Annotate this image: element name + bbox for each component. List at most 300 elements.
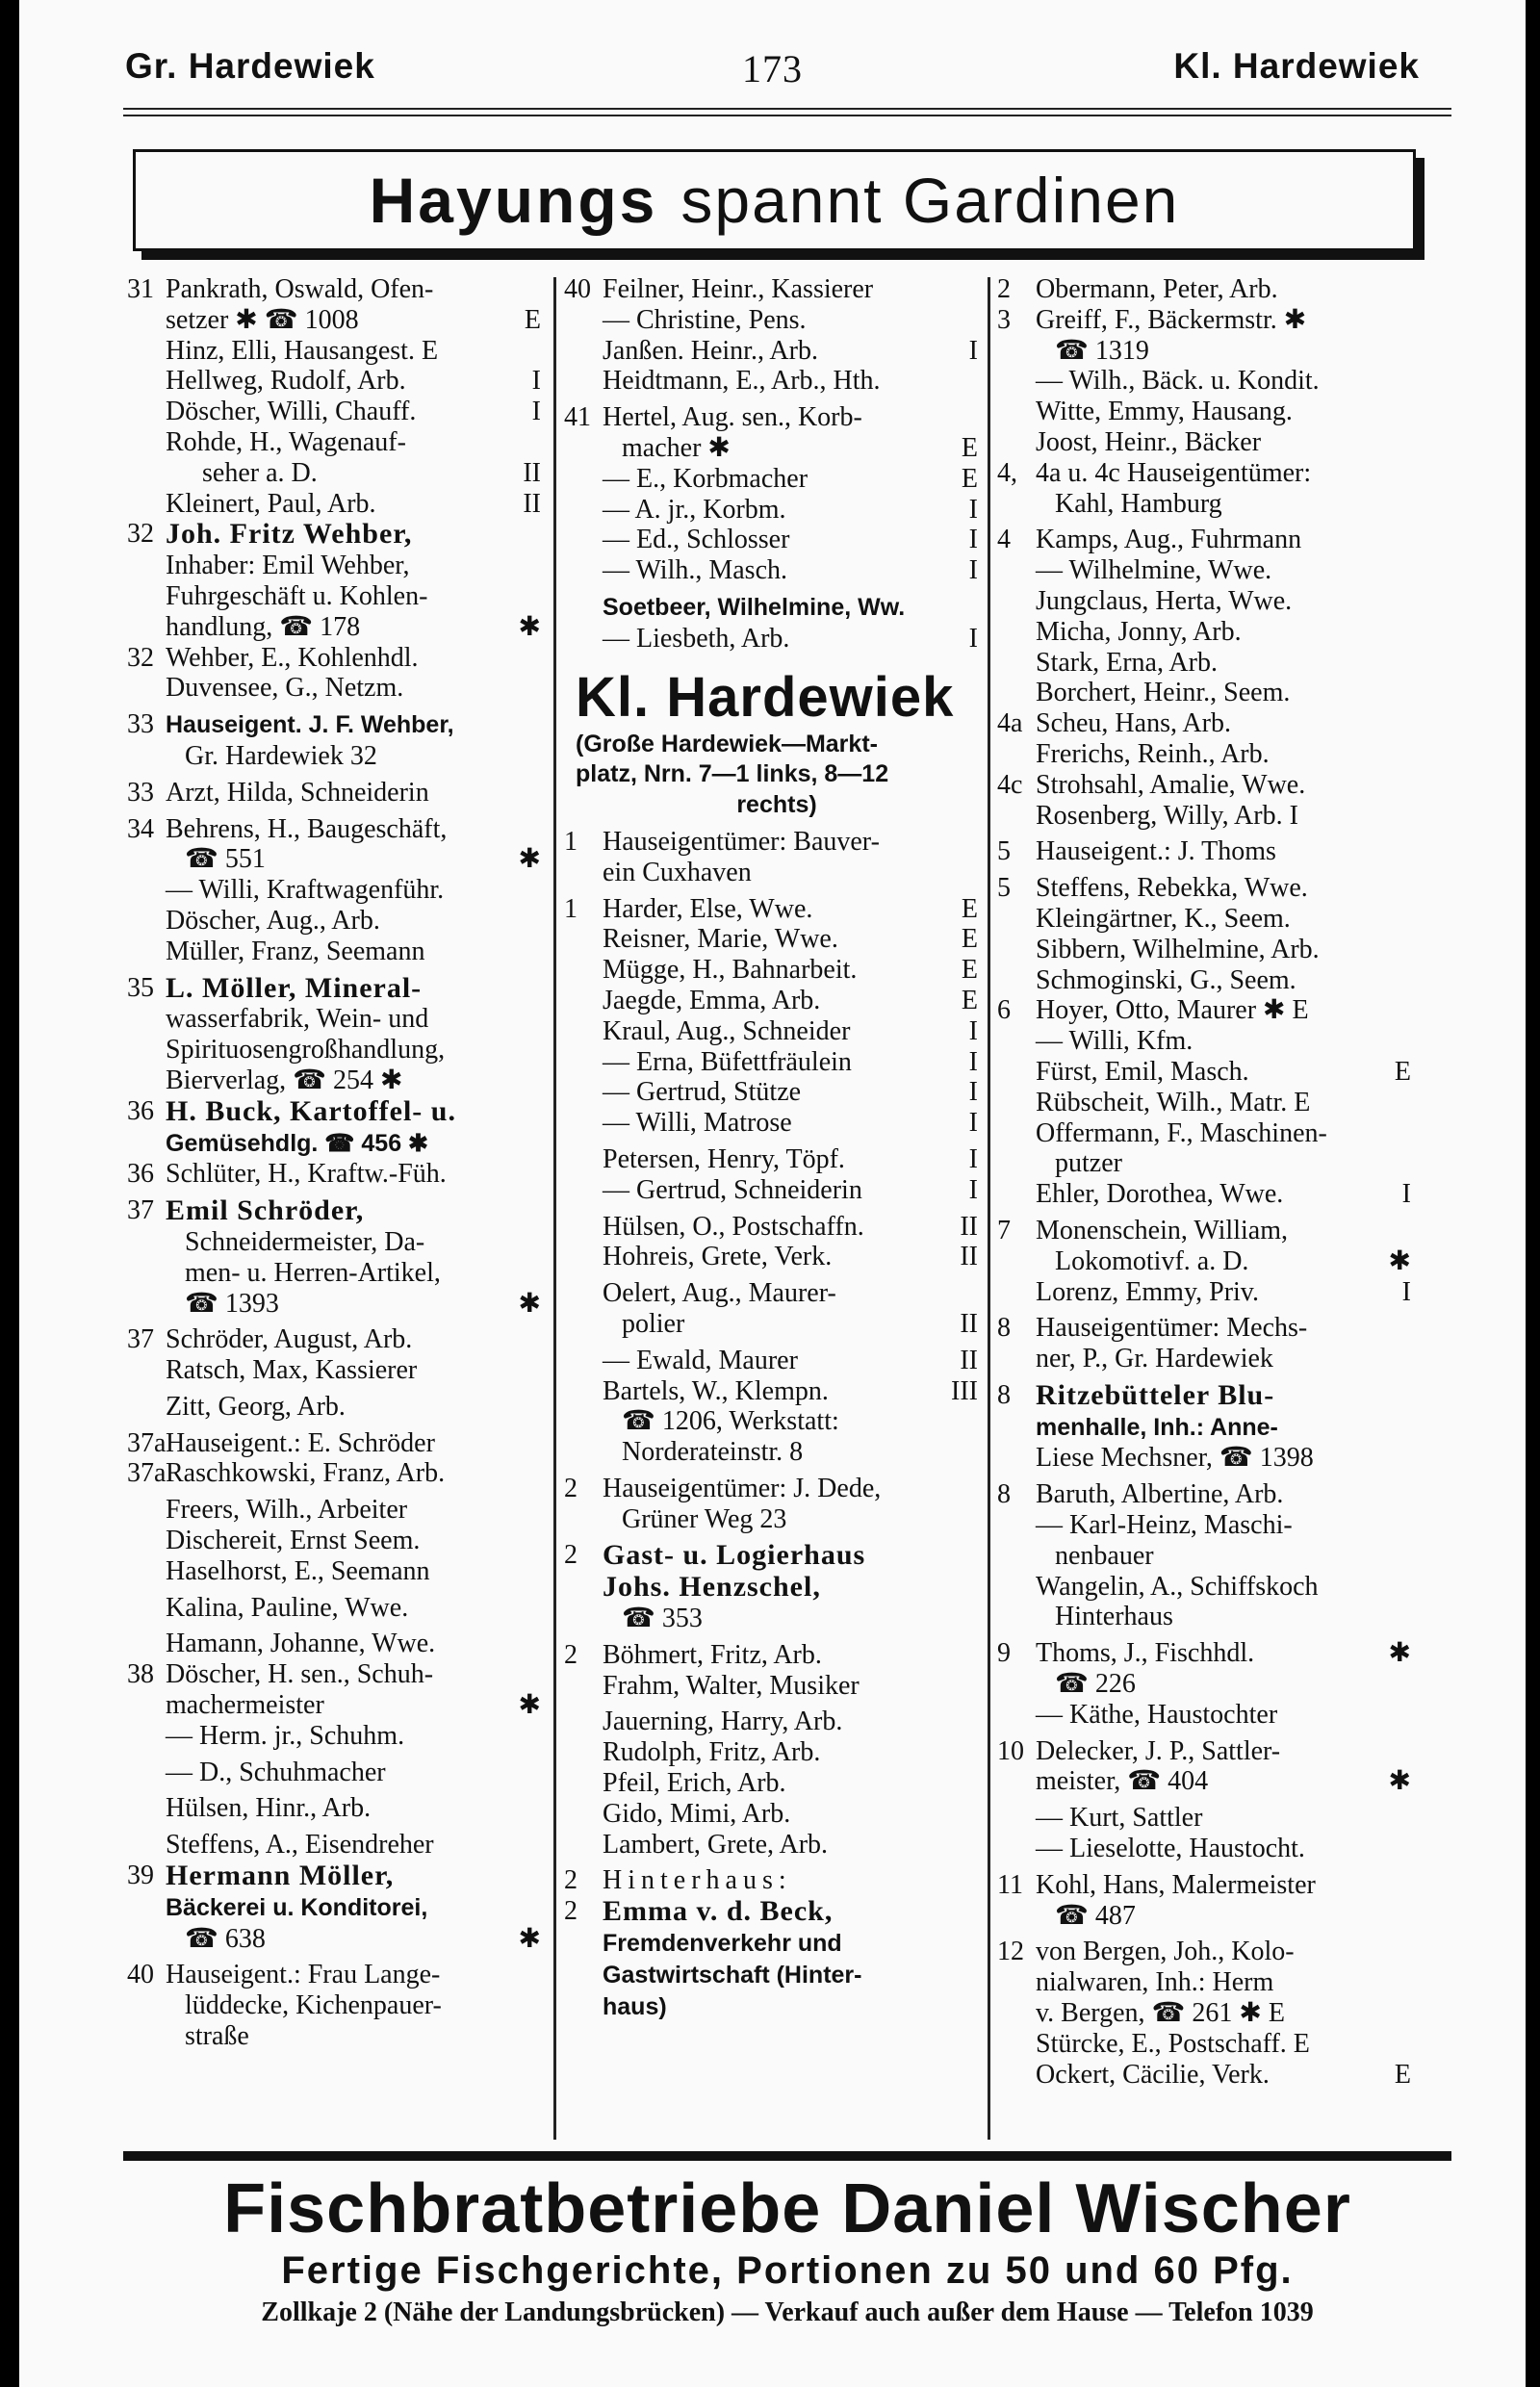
entry-text: — Lieselotte, Haustocht. — [1036, 1834, 1305, 1864]
entry-text: nenbauer — [1055, 1540, 1154, 1571]
house-number: 4a — [997, 708, 1023, 739]
entry-text: — Karl-Heinz, Maschi- — [1036, 1510, 1293, 1541]
directory-entry — [997, 1412, 1411, 1444]
entry-text: Schröder, August, Arb. — [166, 1324, 413, 1355]
directory-entry — [127, 844, 541, 875]
directory-entry — [564, 1474, 978, 1504]
entry-text: Hauseigentümer: J. Dede, — [603, 1473, 882, 1503]
directory-entry — [997, 427, 1411, 458]
directory-entry — [127, 1495, 541, 1526]
entry-text: Mügge, H., Bahnarbeit. — [603, 955, 858, 986]
entry-text: haus) — [603, 1992, 667, 2020]
entry-text: — Christine, Pens. — [603, 304, 807, 335]
entry-text: Emil Schröder, — [166, 1194, 365, 1227]
directory-entry — [997, 1669, 1411, 1700]
entry-text: v. Bergen, ☎ 261 ✱ E — [1036, 1998, 1285, 2029]
entry-text: Wangelin, A., Schiffskoch — [1036, 1571, 1319, 1602]
floor-marker: I — [968, 1108, 978, 1139]
directory-entry — [127, 1096, 541, 1128]
house-number: 33 — [127, 777, 154, 808]
entry-text: Thoms, J., Fischhdl. — [1036, 1638, 1255, 1669]
entry-text: Rohde, H., Wagenauf- — [166, 426, 406, 457]
section-subtitle-line-2: platz, Nrn. 7—1 links, 8—12 — [576, 760, 889, 788]
directory-entry — [127, 1690, 541, 1721]
entry-text: Baruth, Albertine, Arb. — [1036, 1479, 1284, 1510]
directory-entry — [997, 678, 1411, 708]
directory-entry — [127, 1830, 541, 1861]
directory-entry — [997, 1148, 1411, 1179]
house-number: 35 — [127, 972, 154, 1003]
directory-entry — [564, 1144, 978, 1175]
entry-text: seher a. D. — [202, 457, 318, 488]
ad-title: Fischbratbetriebe Daniel Wischer — [223, 2170, 1351, 2247]
entry-text: Döscher, Willi, Chauff. — [166, 397, 417, 427]
directory-entry — [564, 1991, 978, 2023]
directory-entry — [564, 274, 978, 305]
entry-text: Kleinert, Paul, Arb. — [166, 488, 376, 519]
entry-text: Böhmert, Fritz, Arb. — [603, 1639, 822, 1670]
directory-page — [19, 0, 1526, 2387]
entry-text: Freers, Wilh., Arbeiter — [166, 1495, 408, 1526]
directory-entry — [997, 1118, 1411, 1149]
directory-entry — [997, 1088, 1411, 1118]
entry-text: Offermann, F., Maschinen- — [1036, 1117, 1327, 1148]
directory-entry — [564, 1671, 978, 1702]
entry-text: Haselhorst, E., Seemann — [166, 1555, 430, 1586]
directory-entry — [564, 1799, 978, 1830]
house-number: 37a — [127, 1427, 167, 1458]
entry-text: Joost, Heinr., Bäcker — [1036, 426, 1262, 457]
entry-text: Hauseigentümer: Mechs- — [1036, 1313, 1308, 1344]
floor-marker: I — [968, 1046, 978, 1077]
entry-text: — Kurt, Sattler — [1036, 1803, 1203, 1834]
floor-marker: ✱ — [1388, 1638, 1411, 1669]
directory-entry — [997, 1344, 1411, 1374]
entry-text: — D., Schuhmacher — [166, 1757, 386, 1787]
entry-text: Zitt, Georg, Arb. — [166, 1391, 346, 1422]
house-number: 4 — [997, 525, 1011, 555]
house-number: 8 — [997, 1379, 1011, 1410]
house-number: 4, — [997, 457, 1017, 488]
entry-text: Borchert, Heinr., Seem. — [1036, 678, 1291, 708]
column-1 — [127, 274, 541, 2052]
directory-entry — [127, 709, 541, 741]
entry-text: Schlüter, H., Kraftw.-Füh. — [166, 1159, 447, 1190]
entry-text: ☎ 638 — [185, 1923, 266, 1954]
entry-text: Ehler, Dorothea, Wwe. — [1036, 1179, 1284, 1210]
directory-entry — [997, 1380, 1411, 1412]
directory-entry — [564, 1077, 978, 1108]
floor-marker: E — [961, 924, 978, 955]
directory-entry — [564, 1242, 978, 1272]
directory-entry — [564, 1108, 978, 1139]
directory-entry — [127, 875, 541, 906]
entry-text: Ratsch, Max, Kassierer — [166, 1355, 418, 1386]
directory-entry — [997, 1766, 1411, 1797]
entry-text: Kleingärtner, K., Seem. — [1036, 903, 1291, 934]
entry-text: Hülsen, O., Postschaffn. — [603, 1211, 864, 1242]
directory-entry — [127, 814, 541, 845]
directory-entry — [127, 1793, 541, 1824]
directory-entry — [127, 458, 541, 489]
directory-entry — [127, 1721, 541, 1752]
directory-entry — [564, 1406, 978, 1437]
directory-entry — [127, 1428, 541, 1459]
house-number: 9 — [997, 1638, 1011, 1669]
entry-text: Rosenberg, Willy, Arb. I — [1036, 800, 1298, 831]
directory-entry — [997, 305, 1411, 336]
entry-text: Fuhrgeschäft u. Kohlen- — [166, 580, 428, 611]
floor-marker: I — [968, 335, 978, 366]
directory-entry — [997, 904, 1411, 935]
entry-text: L. Möller, Mineral- — [166, 971, 423, 1004]
floor-marker: E — [961, 955, 978, 986]
entry-text: Bierverlag, ☎ 254 ✱ — [166, 1065, 403, 1095]
entry-text: Hinterhaus — [1055, 1602, 1173, 1632]
entry-text: ☎ 1319 — [1055, 335, 1149, 366]
directory-entry — [127, 778, 541, 808]
directory-entry — [564, 1212, 978, 1243]
banner-ad-hayungs — [133, 149, 1416, 251]
entry-text: Hohreis, Grete, Verk. — [603, 1242, 833, 1272]
column-2-entries-kl-hardewiek — [564, 827, 978, 2022]
floor-marker: I — [968, 1143, 978, 1174]
directory-entry — [564, 1640, 978, 1671]
entry-text: Witte, Emmy, Hausang. — [1036, 397, 1293, 427]
directory-entry — [997, 873, 1411, 904]
directory-entry — [127, 937, 541, 967]
entry-text: Lokomotivf. a. D. — [1055, 1245, 1249, 1276]
entry-text: Scheu, Hans, Arb. — [1036, 708, 1231, 739]
directory-entry — [127, 1861, 541, 1892]
house-number: 10 — [997, 1735, 1024, 1766]
directory-entry — [997, 739, 1411, 770]
column-divider-2 — [988, 277, 990, 2140]
house-number: 8 — [997, 1313, 1011, 1344]
directory-entry — [564, 1376, 978, 1407]
directory-entry — [127, 1960, 541, 1990]
entry-text: Hauseigent.: J. Thoms — [1036, 836, 1276, 867]
entry-text: Hermann Möller, — [166, 1860, 395, 1892]
entry-text: polier — [622, 1308, 685, 1339]
directory-entry — [564, 1707, 978, 1737]
entry-text: Frahm, Walter, Musiker — [603, 1670, 860, 1701]
directory-entry — [997, 336, 1411, 367]
entry-text: Hellweg, Rudolf, Arb. — [166, 366, 406, 397]
house-number: 41 — [564, 402, 591, 433]
entry-text: putzer — [1055, 1148, 1122, 1179]
house-number: 2 — [564, 1865, 578, 1896]
directory-entry — [564, 366, 978, 397]
entry-text: — Willi, Kfm. — [1036, 1026, 1194, 1057]
entry-text: Fremdenverkehr und — [603, 1930, 842, 1958]
entry-text: Hertel, Aug. sen., Korb- — [603, 402, 862, 433]
floor-marker: ✱ — [1388, 1245, 1411, 1276]
directory-entry — [564, 433, 978, 464]
entry-text: Schmoginski, G., Seem. — [1036, 964, 1296, 995]
directory-entry — [127, 1629, 541, 1659]
entry-text: macher ✱ — [622, 432, 731, 463]
house-number: 34 — [127, 813, 154, 844]
directory-entry — [127, 1659, 541, 1690]
floor-marker: I — [968, 1015, 978, 1046]
directory-entry — [997, 965, 1411, 996]
entry-text: Norderateinstr. 8 — [622, 1437, 804, 1468]
header-rule-top — [123, 108, 1451, 110]
entry-text: Hinz, Elli, Hausangest. E — [166, 335, 439, 366]
directory-entry — [997, 935, 1411, 965]
entry-text: handlung, ☎ 178 — [166, 611, 361, 642]
entry-text: Kahl, Hamburg — [1055, 488, 1222, 519]
entry-text: Inhaber: Emil Wehber, — [166, 551, 410, 581]
entry-text: Oelert, Aug., Maurer- — [603, 1278, 836, 1309]
entry-text: Jauerning, Harry, Arb. — [603, 1707, 843, 1737]
entry-text: Jungclaus, Herta, Wwe. — [1036, 585, 1293, 616]
entry-text: Gr. Hardewiek 32 — [185, 740, 377, 771]
directory-entry — [564, 1572, 978, 1604]
directory-entry — [564, 1346, 978, 1376]
entry-text: Behrens, H., Baugeschäft, — [166, 813, 448, 844]
entry-text: Hinterhaus: — [603, 1865, 792, 1896]
entry-text: men- u. Herren-Artikel, — [185, 1257, 441, 1288]
column-3 — [997, 274, 1411, 2090]
entry-text: Schneidermeister, Da- — [185, 1226, 425, 1257]
directory-entry — [997, 1510, 1411, 1541]
directory-entry — [997, 1700, 1411, 1731]
entry-text: Emma v. d. Beck, — [603, 1895, 834, 1928]
entry-text: Gido, Mimi, Arb. — [603, 1798, 791, 1829]
directory-entry — [127, 1227, 541, 1258]
entry-text: Rübscheit, Wilh., Matr. E — [1036, 1087, 1311, 1117]
entry-text: Rudolph, Fritz, Arb. — [603, 1737, 821, 1768]
floor-marker: ✱ — [518, 844, 541, 875]
directory-entry — [564, 858, 978, 888]
house-number: 37 — [127, 1195, 154, 1226]
floor-marker: II — [960, 1308, 978, 1339]
entry-text: Stürcke, E., Postschaff. E — [1036, 2028, 1310, 2059]
directory-entry — [997, 1937, 1411, 1967]
floor-marker: ✱ — [518, 611, 541, 642]
entry-text: Steffens, A., Eisendreher — [166, 1830, 434, 1861]
entry-text: Petersen, Henry, Töpf. — [603, 1143, 845, 1174]
directory-entry — [564, 894, 978, 925]
entry-text: Janßen. Heinr., Arb. — [603, 335, 818, 366]
page-number: 173 — [742, 47, 803, 90]
entry-text: — Liesbeth, Arb. — [603, 623, 790, 654]
directory-entry — [997, 274, 1411, 305]
banner-brand: Hayungs — [369, 165, 658, 236]
floor-marker: ✱ — [518, 1690, 541, 1721]
directory-entry — [127, 489, 541, 520]
entry-text: Hauseigent.: E. Schröder — [166, 1427, 435, 1458]
house-number: 7 — [997, 1215, 1011, 1245]
entry-text: ner, P., Gr. Hardewiek — [1036, 1344, 1273, 1374]
entry-text: Kraul, Aug., Schneider — [603, 1015, 851, 1046]
floor-marker: I — [1401, 1276, 1411, 1307]
directory-entry — [564, 592, 978, 624]
directory-entry — [564, 1928, 978, 1960]
directory-entry — [127, 1258, 541, 1289]
directory-entry — [564, 1737, 978, 1768]
entry-text: Micha, Jonny, Arb. — [1036, 616, 1242, 647]
floor-marker: II — [960, 1211, 978, 1242]
floor-marker: E — [961, 463, 978, 494]
entry-text: Hamann, Johanne, Wwe. — [166, 1629, 436, 1659]
directory-entry — [997, 366, 1411, 397]
directory-entry — [127, 1924, 541, 1955]
floor-marker: I — [531, 397, 541, 427]
house-number: 2 — [564, 1639, 578, 1670]
column-2 — [564, 274, 978, 2022]
entry-text: Gastwirtschaft (Hinter- — [603, 1961, 862, 1989]
house-number: 33 — [127, 709, 154, 740]
house-number: 38 — [127, 1659, 154, 1690]
entry-text: ☎ 1206, Werkstatt: — [622, 1406, 839, 1437]
entry-text: — Herm. jr., Schuhm. — [166, 1720, 405, 1751]
entry-text: 4a u. 4c Hauseigentümer: — [1036, 457, 1312, 488]
house-number: 31 — [127, 274, 154, 304]
entry-text: Grüner Weg 23 — [622, 1503, 787, 1534]
directory-entry — [564, 955, 978, 986]
directory-entry — [997, 1541, 1411, 1572]
entry-text: Döscher, H. sen., Schuh- — [166, 1659, 434, 1690]
entry-text: — Wilhelmine, Wwe. — [1036, 555, 1272, 586]
directory-entry — [127, 551, 541, 581]
entry-text: nialwaren, Inh.: Herm — [1036, 1967, 1274, 1998]
entry-text: Frerichs, Reinh., Arb. — [1036, 738, 1270, 769]
entry-text: Döscher, Aug., Arb. — [166, 905, 380, 936]
directory-entry — [564, 924, 978, 955]
floor-marker: II — [960, 1345, 978, 1375]
directory-entry — [564, 1278, 978, 1309]
house-number: 40 — [564, 274, 591, 304]
entry-text: Harder, Else, Wwe. — [603, 893, 813, 924]
entry-text: Soetbeer, Wilhelmine, Ww. — [603, 593, 906, 621]
floor-marker: ✱ — [518, 1923, 541, 1954]
house-number: 36 — [127, 1095, 154, 1126]
directory-entry — [997, 1638, 1411, 1669]
directory-entry — [997, 1834, 1411, 1864]
directory-entry — [564, 1175, 978, 1206]
directory-entry — [564, 1437, 978, 1468]
entry-text: Duvensee, G., Netzm. — [166, 673, 404, 704]
entry-text: Strohsahl, Amalie, Wwe. — [1036, 769, 1306, 800]
floor-marker: E — [961, 985, 978, 1015]
entry-text: — E., Korbmacher — [603, 463, 808, 494]
directory-entry — [127, 612, 541, 643]
directory-entry — [564, 1016, 978, 1047]
floor-marker: I — [531, 366, 541, 397]
directory-entry — [127, 741, 541, 772]
entry-text: — Wilh., Masch. — [603, 555, 788, 586]
entry-text: ein Cuxhaven — [603, 857, 752, 887]
directory-entry — [564, 495, 978, 526]
directory-entry — [127, 274, 541, 305]
entry-text: von Bergen, Joh., Kolo- — [1036, 1937, 1295, 1967]
entry-text: meister, ☎ 404 — [1036, 1766, 1209, 1797]
directory-entry — [997, 458, 1411, 489]
entry-text: Kohl, Hans, Malermeister — [1036, 1869, 1316, 1900]
directory-entry — [564, 1540, 978, 1572]
floor-marker: E — [961, 893, 978, 924]
directory-entry — [997, 1736, 1411, 1767]
entry-text: Hülsen, Hinr., Arb. — [166, 1793, 372, 1824]
directory-entry — [127, 336, 541, 367]
directory-entry — [997, 1967, 1411, 1998]
entry-text: Gast- u. Logierhaus — [603, 1539, 866, 1572]
entry-text: ☎ 1393 — [185, 1288, 279, 1319]
directory-entry — [997, 770, 1411, 801]
directory-entry — [127, 1458, 541, 1489]
entry-text: Steffens, Rebekka, Wwe. — [1036, 873, 1308, 904]
directory-entry — [997, 525, 1411, 555]
directory-entry — [997, 1443, 1411, 1474]
directory-entry — [127, 1355, 541, 1386]
entry-text: ☎ 551 — [185, 844, 266, 875]
banner-slogan: spannt Gardinen — [680, 165, 1180, 236]
entry-text: Ockert, Cäcilie, Verk. — [1036, 2059, 1270, 2090]
entry-text: — Ed., Schlosser — [603, 525, 790, 555]
directory-entry — [997, 555, 1411, 586]
entry-text: Spirituosengroßhandlung, — [166, 1035, 446, 1065]
house-number: 36 — [127, 1159, 154, 1190]
floor-marker: II — [523, 488, 541, 519]
entry-text: Greiff, F., Bäckermstr. ✱ — [1036, 304, 1307, 335]
floor-marker: E — [524, 304, 541, 335]
entry-text: Heidtmann, E., Arb., Hth. — [603, 366, 881, 397]
floor-marker: I — [968, 623, 978, 654]
column-2-entries-gr-hardewiek — [564, 274, 978, 654]
directory-entry — [564, 1865, 978, 1896]
entry-text: Ritzebütteler Blu- — [1036, 1378, 1275, 1411]
floor-marker: II — [960, 1242, 978, 1272]
entry-text: — Willi, Matrose — [603, 1108, 792, 1139]
floor-marker: E — [1394, 1056, 1411, 1087]
directory-entry — [127, 366, 541, 397]
directory-entry — [997, 489, 1411, 520]
entry-text: Pfeil, Erich, Arb. — [603, 1768, 786, 1799]
entry-text: Bartels, W., Klempn. — [603, 1375, 829, 1406]
entry-text: Arzt, Hilda, Schneiderin — [166, 777, 429, 808]
directory-entry — [127, 906, 541, 937]
entry-text: Müller, Franz, Seemann — [166, 936, 425, 966]
floor-marker: II — [523, 457, 541, 488]
entry-text: — Gertrud, Stütze — [603, 1077, 802, 1108]
directory-entry — [564, 1504, 978, 1535]
directory-entry — [564, 555, 978, 586]
directory-entry — [127, 2021, 541, 2052]
entry-text: Gemüsehdlg. ☎ 456 ✱ — [166, 1129, 428, 1157]
entry-text: Delecker, J. P., Sattler- — [1036, 1735, 1281, 1766]
directory-entry — [564, 1896, 978, 1928]
house-number: 2 — [997, 274, 1011, 304]
entry-text: H. Buck, Kartoffel- u. — [166, 1094, 456, 1127]
entry-text: Lorenz, Emmy, Priv. — [1036, 1276, 1259, 1307]
directory-entry — [127, 397, 541, 427]
house-number: 37 — [127, 1324, 154, 1355]
house-number: 39 — [127, 1861, 154, 1891]
entry-text: Stark, Erna, Arb. — [1036, 647, 1218, 678]
house-number: 40 — [127, 1960, 154, 1990]
directory-entry — [127, 1065, 541, 1096]
house-number: 5 — [997, 873, 1011, 904]
entry-text: Dischereit, Ernst Seem. — [166, 1526, 421, 1556]
floor-marker: I — [968, 555, 978, 586]
entry-text: Raschkowski, Franz, Arb. — [166, 1458, 446, 1489]
directory-entry — [127, 673, 541, 704]
header-rule-bottom — [123, 115, 1451, 116]
directory-entry — [127, 1593, 541, 1624]
